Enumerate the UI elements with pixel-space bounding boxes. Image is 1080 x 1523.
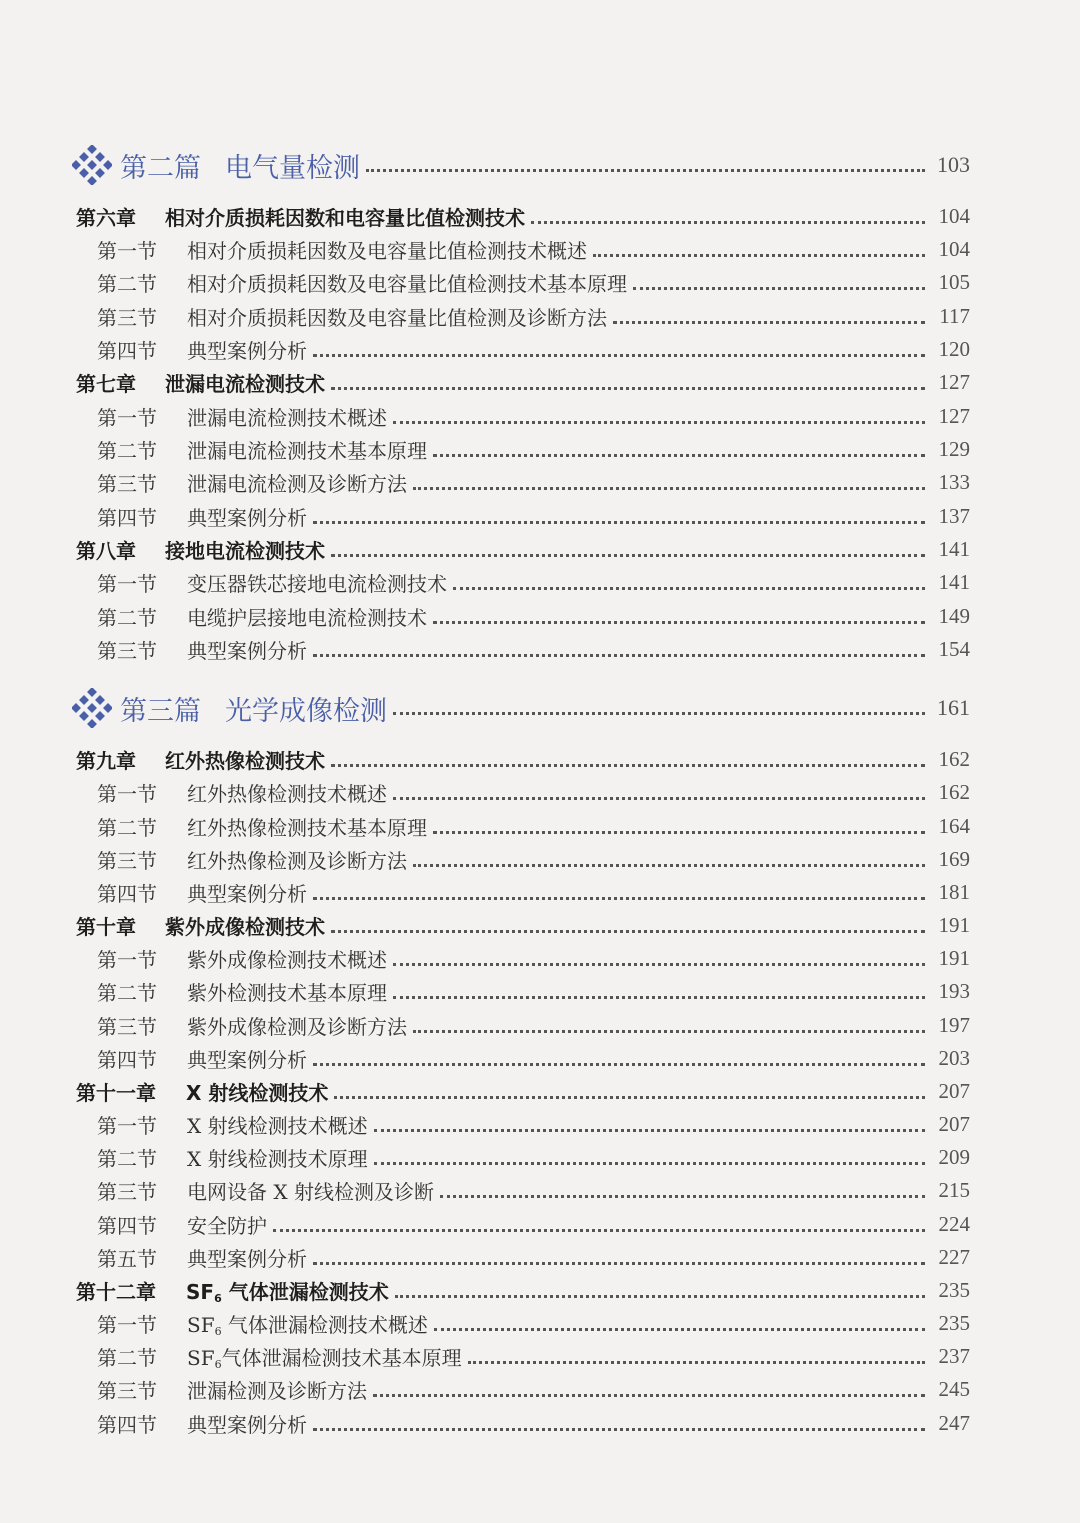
section-title: 泄漏电流检测及诊断方法 (187, 472, 407, 496)
section-entry (0, 1241, 1080, 1274)
section-entry (0, 433, 1080, 466)
page-number: 120 (938, 337, 970, 361)
chapter-title: 相对介质损耗因数和电容量比值检测技术 (165, 206, 525, 230)
chapter-label: 第十一章 (76, 1081, 156, 1105)
section-label: 第一节 (97, 948, 157, 972)
section-entry (0, 633, 1080, 666)
page-number: 215 (938, 1178, 970, 1202)
dot-leader (393, 797, 925, 800)
section-entry (0, 1009, 1080, 1042)
dot-leader (393, 421, 925, 424)
section-label: 第三节 (97, 639, 157, 663)
section-label: 第二节 (97, 981, 157, 1005)
page-number: 149 (938, 604, 970, 628)
section-entry (0, 600, 1080, 633)
chapter-entry (0, 533, 1080, 566)
section-label: 第一节 (97, 1313, 157, 1337)
section-label: 第四节 (97, 882, 157, 906)
page-number: 207 (938, 1112, 970, 1136)
page-number: 181 (938, 880, 970, 904)
dot-leader (413, 1030, 925, 1033)
page-number: 127 (938, 370, 970, 394)
section-title: 相对介质损耗因数及电容量比值检测技术基本原理 (187, 272, 627, 296)
section-entry (0, 1373, 1080, 1406)
dot-leader (413, 864, 925, 867)
section-title: 安全防护 (187, 1214, 267, 1238)
dot-leader (433, 454, 925, 457)
page-number: 203 (938, 1046, 970, 1070)
page-number: 104 (938, 237, 970, 261)
dot-leader (393, 712, 925, 715)
page-number: 127 (938, 404, 970, 428)
section-title: 红外热像检测及诊断方法 (187, 849, 407, 873)
section-label: 第三节 (97, 306, 157, 330)
section-label: 第四节 (97, 506, 157, 530)
chapter-entry (0, 909, 1080, 942)
dot-leader (468, 1361, 925, 1364)
section-label: 第一节 (97, 239, 157, 263)
dot-leader (313, 1063, 925, 1066)
dot-leader (313, 1428, 925, 1431)
page-number: 197 (938, 1013, 970, 1037)
section-entry (0, 466, 1080, 499)
dot-leader (440, 1195, 925, 1198)
section-entry (0, 1174, 1080, 1207)
dot-leader (313, 1262, 925, 1265)
chapter-title: X 射线检测技术 (186, 1081, 329, 1105)
section-title: 变压器铁芯接地电流检测技术 (187, 572, 447, 596)
page-number: 103 (937, 152, 970, 177)
section-entry (0, 1108, 1080, 1141)
page-number: 247 (938, 1411, 970, 1435)
page-number: 209 (938, 1145, 970, 1169)
chapter-title: 泄漏电流检测技术 (165, 372, 325, 396)
section-title: 泄漏电流检测技术基本原理 (187, 439, 427, 463)
page-number: 137 (938, 504, 970, 528)
dot-leader (331, 930, 925, 933)
section-entry (0, 1141, 1080, 1174)
page-number: 141 (938, 537, 970, 561)
dot-leader (395, 1295, 925, 1298)
chapter-label: 第十章 (76, 915, 136, 939)
section-title: X 射线检测技术概述 (187, 1114, 368, 1138)
section-label: 第三节 (97, 1180, 157, 1204)
section-entry (0, 500, 1080, 533)
section-entry (0, 810, 1080, 843)
section-title: 红外热像检测技术概述 (187, 782, 387, 806)
chapter-entry (0, 1274, 1080, 1307)
section-title: 泄漏电流检测技术概述 (187, 406, 387, 430)
section-entry (0, 1208, 1080, 1241)
dot-leader (633, 287, 925, 290)
section-title: X 射线检测技术原理 (187, 1147, 368, 1171)
dot-leader (374, 1129, 925, 1132)
page-number: 117 (939, 304, 970, 328)
section-entry (0, 333, 1080, 366)
page-number: 193 (938, 979, 970, 1003)
page-number: 237 (938, 1344, 970, 1368)
dot-leader (453, 587, 925, 590)
page-number: 191 (938, 913, 970, 937)
section-label: 第三节 (97, 1015, 157, 1039)
page-number: 245 (938, 1377, 970, 1401)
dot-leader (393, 996, 925, 999)
page-number: 235 (938, 1278, 970, 1302)
page-number: 207 (938, 1079, 970, 1103)
section-title: 典型案例分析 (187, 882, 307, 906)
section-entry (0, 776, 1080, 809)
section-entry (0, 566, 1080, 599)
part-label: 第三篇 (120, 695, 201, 727)
page-number: 235 (938, 1311, 970, 1335)
section-title: $SF_6$ 气体泄漏检测技术概述 (187, 1313, 428, 1338)
section-label: 第二节 (97, 1346, 157, 1370)
section-entry (0, 843, 1080, 876)
dot-leader (433, 621, 925, 624)
page-number: 169 (938, 847, 970, 871)
section-label: 第二节 (97, 816, 157, 840)
chapter-title: 紫外成像检测技术 (165, 915, 325, 939)
section-title: 泄漏检测及诊断方法 (187, 1379, 367, 1403)
dot-leader (413, 487, 925, 490)
page-number: 105 (938, 270, 970, 294)
dot-leader (374, 1162, 925, 1165)
page-number: 161 (937, 695, 970, 720)
chapter-entry (0, 743, 1080, 776)
section-entry (0, 300, 1080, 333)
section-label: 第一节 (97, 572, 157, 596)
page-number: 141 (938, 570, 970, 594)
page-number: 154 (938, 637, 970, 661)
dot-leader (313, 521, 925, 524)
page-number: 224 (938, 1212, 970, 1236)
section-entry (0, 1340, 1080, 1373)
chapter-title: 红外热像检测技术 (165, 749, 325, 773)
section-label: 第二节 (97, 606, 157, 630)
chapter-label: 第八章 (76, 539, 136, 563)
page-number: 164 (938, 814, 970, 838)
dot-leader (613, 321, 925, 324)
section-label: 第四节 (97, 1214, 157, 1238)
section-label: 第二节 (97, 272, 157, 296)
section-title: 典型案例分析 (187, 1413, 307, 1437)
chapter-label: 第九章 (76, 749, 136, 773)
section-label: 第二节 (97, 1147, 157, 1171)
chapter-entry (0, 200, 1080, 233)
page-number: 162 (938, 780, 970, 804)
section-title: 典型案例分析 (187, 639, 307, 663)
section-title: $SF_6$气体泄漏检测技术基本原理 (187, 1346, 462, 1371)
section-label: 第二节 (97, 439, 157, 463)
page-number: 104 (938, 204, 970, 228)
dot-leader (393, 963, 925, 966)
section-entry (0, 400, 1080, 433)
dot-leader (331, 387, 925, 390)
dot-leader (313, 354, 925, 357)
chapter-title: $SF_6$ 气体泄漏检测技术 (186, 1280, 389, 1305)
chapter-title: 接地电流检测技术 (165, 539, 325, 563)
chapter-label: 第七章 (76, 372, 136, 396)
chapter-label: 第六章 (76, 206, 136, 230)
section-label: 第五节 (97, 1247, 157, 1271)
dot-leader (334, 1096, 925, 1099)
section-title: 典型案例分析 (187, 506, 307, 530)
dot-leader (434, 1328, 925, 1331)
chapter-entry (0, 366, 1080, 399)
dot-leader (531, 221, 925, 224)
section-title: 典型案例分析 (187, 339, 307, 363)
section-title: 典型案例分析 (187, 1048, 307, 1072)
section-title: 相对介质损耗因数及电容量比值检测技术概述 (187, 239, 587, 263)
page-number: 133 (938, 470, 970, 494)
section-title: 红外热像检测技术基本原理 (187, 816, 427, 840)
dot-leader (273, 1229, 925, 1232)
section-entry (0, 1307, 1080, 1340)
page-number: 162 (938, 747, 970, 771)
part-entry (0, 686, 1080, 730)
part-entry (0, 143, 1080, 187)
section-label: 第三节 (97, 849, 157, 873)
section-entry (0, 876, 1080, 909)
section-entry (0, 1042, 1080, 1075)
dot-leader (313, 897, 925, 900)
section-label: 第三节 (97, 1379, 157, 1403)
section-label: 第一节 (97, 1114, 157, 1138)
diamond-ornament-icon (72, 688, 112, 728)
section-title: 紫外检测技术基本原理 (187, 981, 387, 1005)
page-number: 227 (938, 1245, 970, 1269)
part-title: 电气量检测 (225, 152, 360, 184)
section-title: 紫外成像检测及诊断方法 (187, 1015, 407, 1039)
dot-leader (331, 764, 925, 767)
section-title: 电网设备 X 射线检测及诊断 (187, 1180, 434, 1204)
dot-leader (433, 831, 925, 834)
section-label: 第三节 (97, 472, 157, 496)
part-title: 光学成像检测 (225, 695, 387, 727)
part-label: 第二篇 (120, 152, 201, 184)
chapter-entry (0, 1075, 1080, 1108)
section-label: 第四节 (97, 1413, 157, 1437)
page-number: 129 (938, 437, 970, 461)
section-title: 紫外成像检测技术概述 (187, 948, 387, 972)
section-label: 第四节 (97, 339, 157, 363)
dot-leader (593, 254, 925, 257)
section-entry (0, 975, 1080, 1008)
dot-leader (366, 169, 925, 172)
section-entry (0, 233, 1080, 266)
dot-leader (373, 1394, 925, 1397)
section-title: 典型案例分析 (187, 1247, 307, 1271)
section-entry (0, 1407, 1080, 1440)
page-number: 191 (938, 946, 970, 970)
chapter-label: 第十二章 (76, 1280, 156, 1304)
section-label: 第一节 (97, 406, 157, 430)
dot-leader (313, 654, 925, 657)
section-entry (0, 266, 1080, 299)
section-title: 电缆护层接地电流检测技术 (187, 606, 427, 630)
diamond-ornament-icon (72, 145, 112, 185)
section-entry (0, 942, 1080, 975)
section-title: 相对介质损耗因数及电容量比值检测及诊断方法 (187, 306, 607, 330)
dot-leader (331, 554, 925, 557)
section-label: 第一节 (97, 782, 157, 806)
section-label: 第四节 (97, 1048, 157, 1072)
